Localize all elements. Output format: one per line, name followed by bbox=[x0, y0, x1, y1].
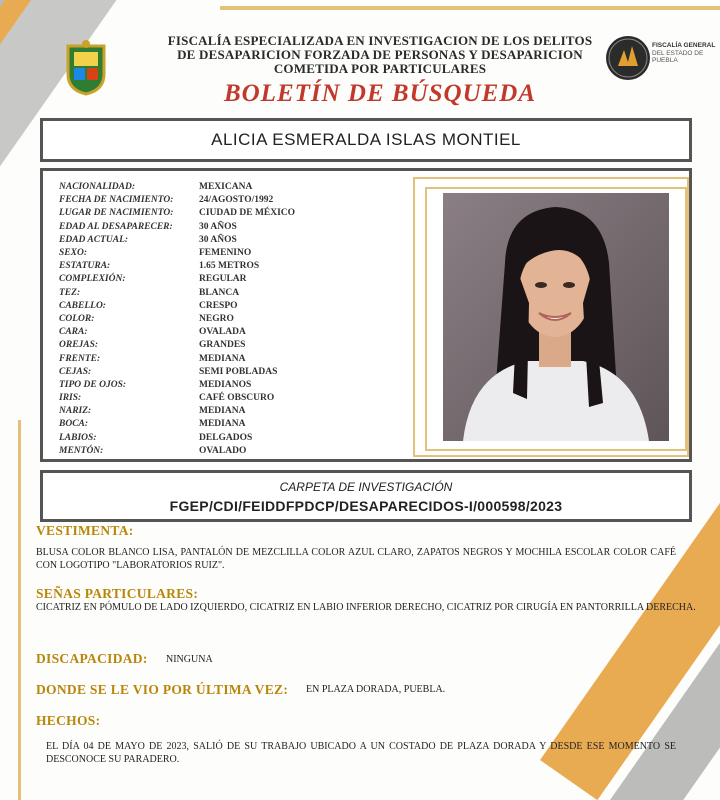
detail-row bbox=[59, 326, 389, 339]
investigation-file-number: FGEP/CDI/FEIDDFPDCP/DESAPARECIDOS-I/000598/2023 bbox=[169, 498, 563, 514]
detail-value: CAFÉ OBSCURO bbox=[199, 393, 275, 404]
fiscalia-logo-text bbox=[652, 42, 716, 65]
detail-label: EDAD AL DESAPARECER: bbox=[59, 221, 173, 232]
detail-label: IRIS: bbox=[59, 393, 82, 404]
detail-value: GRANDES bbox=[199, 340, 246, 351]
facts-heading: HECHOS: bbox=[36, 713, 101, 728]
details-list bbox=[59, 181, 389, 458]
detail-label: COLOR: bbox=[59, 313, 95, 324]
last-seen-text: EN PLAZA DORADA, PUEBLA. bbox=[306, 684, 446, 695]
detail-label: FECHA DE NACIMIENTO: bbox=[59, 195, 174, 206]
agency-name: FISCALÍA ESPECIALIZADA EN INVESTIGACION DE LOS DELITOS DE DESAPARICION FORZADA DE PERSONAS Y DESAPARICION COMETIDA POR PARTICULARES bbox=[167, 33, 593, 76]
detail-label: CARA: bbox=[59, 327, 88, 338]
fiscalia-logo bbox=[606, 34, 716, 84]
detail-value: MEDIANA bbox=[199, 419, 246, 430]
detail-row bbox=[59, 260, 389, 273]
detail-row bbox=[59, 313, 389, 326]
detail-label: MENTÓN: bbox=[59, 445, 104, 456]
personal-details-panel bbox=[40, 168, 692, 462]
detail-value: REGULAR bbox=[199, 274, 247, 285]
detail-label: BOCA: bbox=[59, 419, 89, 430]
detail-row bbox=[59, 273, 389, 286]
clothing-heading: VESTIMENTA: bbox=[36, 523, 134, 538]
detail-value: NEGRO bbox=[199, 313, 234, 324]
detail-label: ESTATURA: bbox=[59, 261, 111, 272]
detail-row bbox=[59, 352, 389, 365]
detail-value: 1.65 METROS bbox=[199, 261, 260, 272]
facts-text: EL DÍA 04 DE MAYO DE 2023, SALIÓ DE SU TRABAJO UBICADO A UN COSTADO DE PLAZA DORADA Y DESDE ESE MOMENTO SE DESCONOCE SU PARADERO. bbox=[46, 741, 676, 765]
state-coat-of-arms-icon bbox=[64, 40, 108, 96]
detail-row bbox=[59, 432, 389, 445]
detail-row bbox=[59, 379, 389, 392]
person-photo bbox=[443, 193, 669, 441]
detail-label: TIPO DE OJOS: bbox=[59, 379, 127, 390]
detail-label: OREJAS: bbox=[59, 340, 99, 351]
detail-value: DELGADOS bbox=[199, 432, 253, 443]
logo-text-line: FISCALÍA GENERAL bbox=[652, 42, 716, 49]
investigation-file-label: CARPETA DE INVESTIGACIÓN bbox=[279, 480, 453, 494]
detail-value: CRESPO bbox=[199, 300, 238, 311]
disability-text: NINGUNA bbox=[166, 654, 213, 665]
logo-text-line: PUEBLA bbox=[652, 57, 678, 64]
person-name: ALICIA ESMERALDA ISLAS MONTIEL bbox=[211, 130, 521, 149]
decorative-rule bbox=[18, 420, 21, 800]
disability-heading: DISCAPACIDAD: bbox=[36, 651, 148, 666]
detail-row bbox=[59, 445, 389, 458]
detail-value: MEDIANA bbox=[199, 406, 246, 417]
distinguishing-marks-text: CICATRIZ EN PÓMULO DE LADO IZQUIERDO, CICATRIZ EN LABIO INFERIOR DERECHO, CICATRIZ POR CIRUGÍA EN PANTORRILLA DERECHA. bbox=[36, 602, 696, 613]
detail-label: EDAD ACTUAL: bbox=[59, 234, 129, 245]
detail-value: CIUDAD DE MÉXICO bbox=[199, 208, 296, 219]
detail-value: BLANCA bbox=[199, 287, 240, 298]
detail-row bbox=[59, 366, 389, 379]
detail-value: MEXICANA bbox=[199, 182, 253, 193]
detail-row bbox=[59, 221, 389, 234]
detail-value: 24/AGOSTO/1992 bbox=[199, 195, 274, 206]
detail-row bbox=[59, 207, 389, 220]
detail-value: 30 AÑOS bbox=[199, 221, 237, 232]
detail-value: MEDIANOS bbox=[199, 379, 252, 390]
detail-row bbox=[59, 300, 389, 313]
person-name-box bbox=[40, 118, 692, 162]
detail-label: LUGAR DE NACIMIENTO: bbox=[59, 208, 174, 219]
detail-label: SEXO: bbox=[59, 248, 87, 259]
detail-row bbox=[59, 247, 389, 260]
detail-label: NARIZ: bbox=[59, 406, 92, 417]
detail-label: CEJAS: bbox=[59, 366, 92, 377]
distinguishing-marks-heading: SEÑAS PARTICULARES: bbox=[36, 586, 199, 601]
detail-label: NACIONALIDAD: bbox=[59, 182, 136, 193]
detail-value: MEDIANA bbox=[199, 353, 246, 364]
decorative-rule bbox=[220, 6, 720, 10]
detail-label: LABIOS: bbox=[59, 432, 97, 443]
detail-row bbox=[59, 287, 389, 300]
detail-label: TEZ: bbox=[59, 287, 81, 298]
detail-row bbox=[59, 234, 389, 247]
detail-row bbox=[59, 405, 389, 418]
bulletin-title: BOLETÍN DE BÚSQUEDA bbox=[223, 80, 537, 107]
detail-value: SEMI POBLADAS bbox=[199, 366, 278, 377]
detail-row bbox=[59, 392, 389, 405]
last-seen-heading: DONDE SE LE VIO POR ÚLTIMA VEZ: bbox=[36, 682, 289, 697]
clothing-text: BLUSA COLOR BLANCO LISA, PANTALÓN DE MEZCLILLA COLOR AZUL CLARO, ZAPATOS NEGROS Y MOCHILA ESCOLAR COLOR CAFÉ CON LOGOTIPO "LABORATORIOS RUIZ". bbox=[36, 547, 676, 571]
detail-label: FRENTE: bbox=[59, 353, 101, 364]
detail-row bbox=[59, 339, 389, 352]
fiscalia-logo-icon bbox=[606, 36, 650, 80]
detail-value: OVALADA bbox=[199, 327, 246, 338]
detail-label: CABELLO: bbox=[59, 300, 106, 311]
detail-row bbox=[59, 194, 389, 207]
detail-value: 30 AÑOS bbox=[199, 234, 237, 245]
investigation-file-box bbox=[40, 470, 692, 522]
logo-text-line: DEL ESTADO DE bbox=[652, 49, 704, 57]
detail-value: OVALADO bbox=[199, 445, 247, 456]
detail-label: COMPLEXIÓN: bbox=[59, 274, 126, 285]
detail-value: FEMENINO bbox=[199, 248, 252, 259]
detail-row bbox=[59, 181, 389, 194]
detail-row bbox=[59, 418, 389, 431]
